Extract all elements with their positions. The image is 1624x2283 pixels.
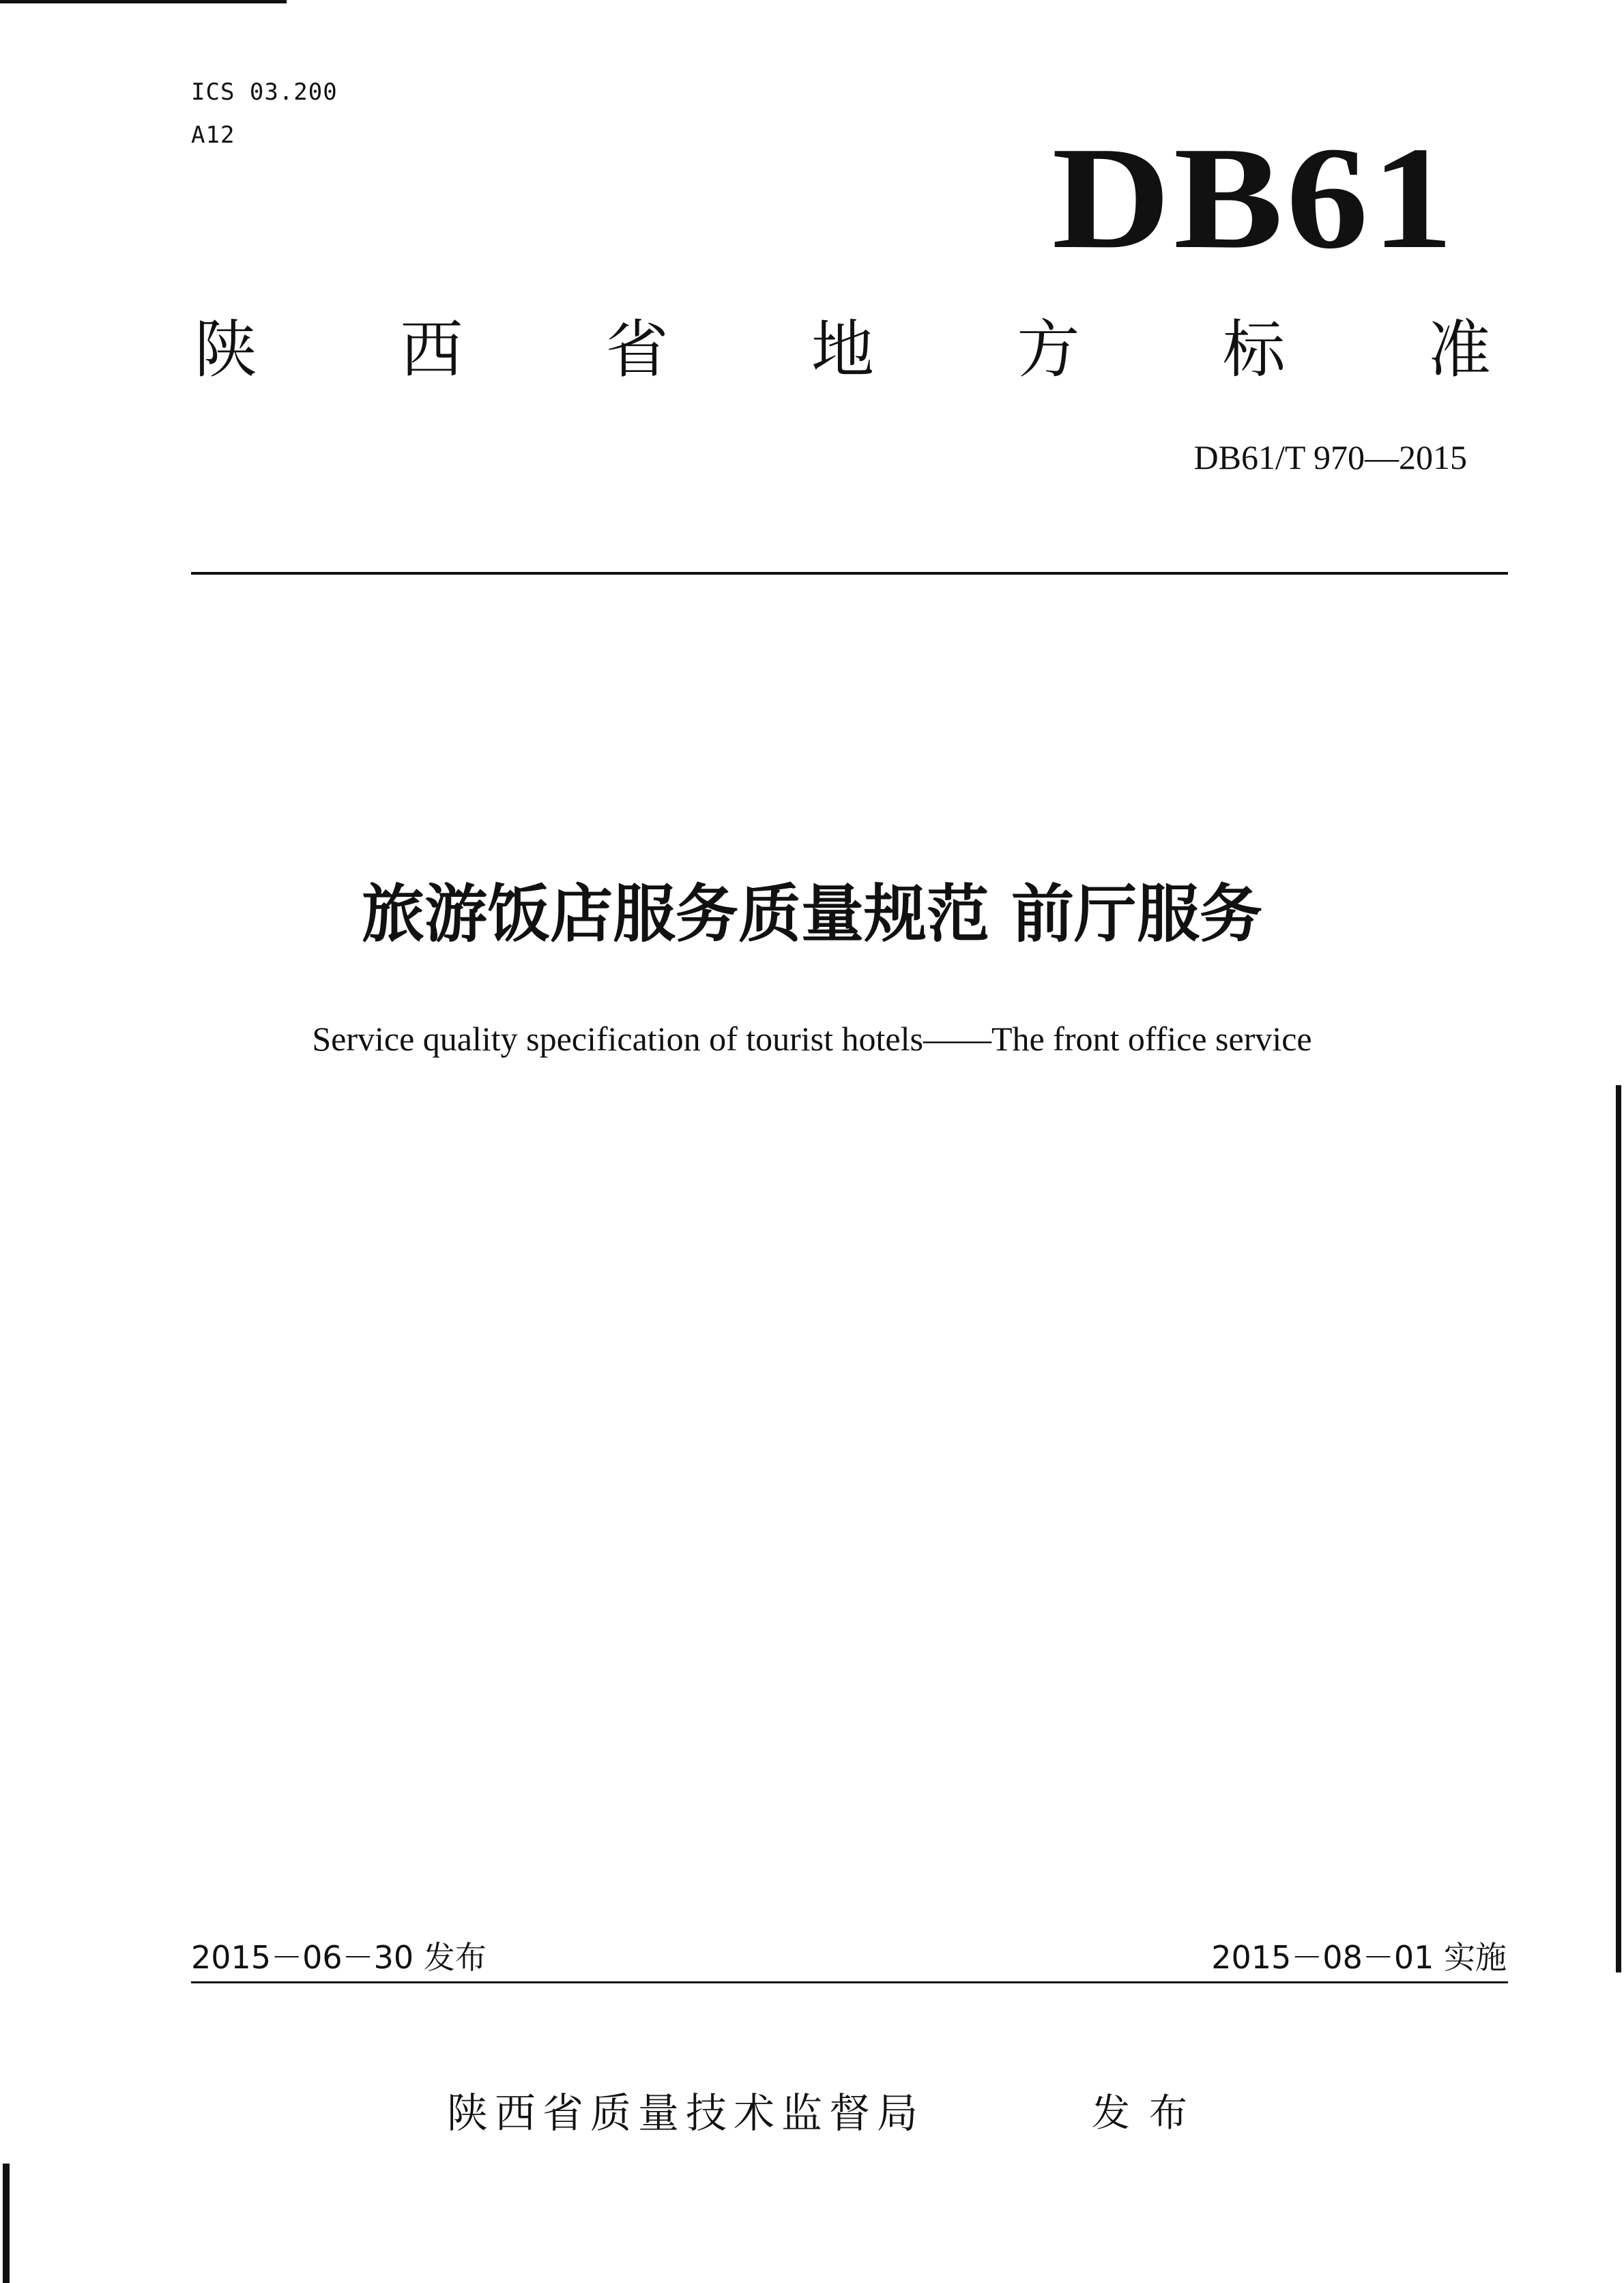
publish-date: 2015－06－30 发布 — [191, 1939, 487, 1976]
scan-edge-mark-top — [0, 0, 287, 3]
header-divider — [191, 572, 1508, 575]
implementation-date: 2015－08－01 实施 — [1211, 1939, 1507, 1976]
standard-type-char: 地 — [811, 313, 874, 386]
ccs-code: A12 — [191, 121, 235, 149]
document-title-chinese: 旅游饭店服务质量规范 前厅服务 — [361, 878, 1263, 951]
scan-edge-mark-left — [3, 2164, 10, 2283]
standard-type-char: 准 — [1427, 313, 1491, 386]
ics-code: ICS 03.200 — [191, 78, 338, 106]
standard-type-char: 标 — [1222, 313, 1286, 386]
standard-type-char: 方 — [1017, 313, 1080, 386]
scan-edge-mark-right — [1616, 1085, 1621, 1972]
issue-label: 发布 — [1092, 2091, 1206, 2136]
standard-type-char: 西 — [400, 313, 463, 386]
document-title-english: Service quality specification of tourist hotels——The front office service — [312, 1020, 1312, 1058]
standard-code-logo: DB61 — [1052, 116, 1457, 279]
footer-divider — [191, 1981, 1508, 1983]
standard-type-char: 陕 — [194, 313, 258, 386]
standard-number: DB61/T 970—2015 — [1193, 438, 1467, 476]
standard-type-heading — [194, 313, 1491, 388]
issuing-authority: 陕西省质量技术监督局 — [447, 2090, 925, 2138]
standard-type-char: 省 — [605, 313, 669, 386]
